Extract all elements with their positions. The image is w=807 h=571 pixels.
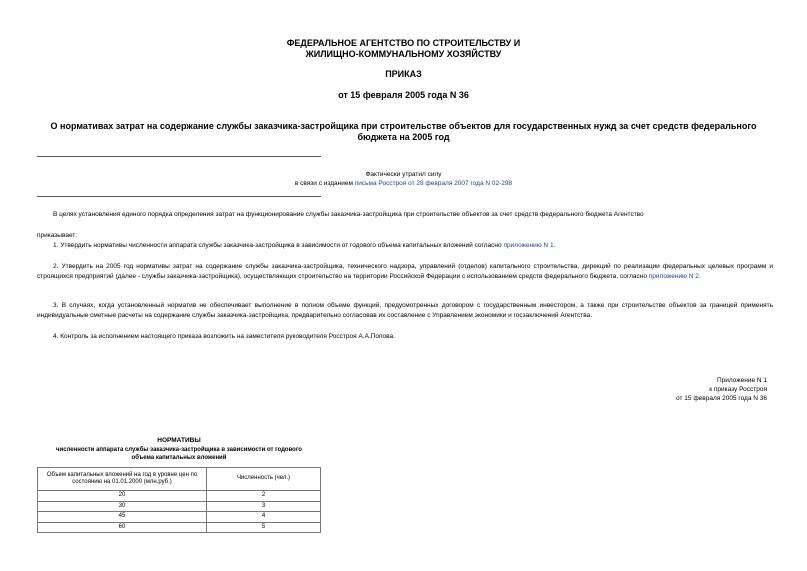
status-line-2 [0, 179, 807, 188]
appendix-caption-line-3: от 15 февраля 2005 года N 36 [676, 395, 767, 402]
table-row [38, 501, 321, 512]
status-line-1: Фактически утратил силу [365, 171, 442, 178]
cell-volume: 60 [38, 522, 207, 533]
agency-name [0, 38, 807, 60]
paragraph-2-end: . [698, 272, 701, 280]
appendix-2-link[interactable]: приложению N 2 [648, 272, 699, 280]
cell-count: 3 [207, 501, 321, 512]
norms-subtitle-line-2: объема капитальных вложений [131, 455, 227, 461]
cell-volume: 30 [38, 501, 207, 512]
norms-subtitle-line-1: численности аппарата службы заказчика-застройщика в зависимости от годового [56, 447, 302, 453]
status-note [0, 170, 807, 188]
norms-subtitle [37, 446, 321, 462]
cell-volume: 20 [38, 491, 207, 502]
col-count-header: Численность (чел.) [207, 468, 321, 491]
col-volume-header: Объем капитальных вложений на год в уровне цен по состоянию на 01.01.2000 (млн.руб.) [38, 468, 207, 491]
paragraph-2-text: 2. Утвердить на 2005 год нормативы затрат на содержание службы заказчика-застройщика, технического надзора, управлений (отделов) капитального строительства, дирекций по реализации федеральных целевых программ и строящихся предприятий (далее - службы заказчика-застройщика), осуществляющих строительство на территории Российской Федерации с использованием средств федерального бюджета, согласно [37, 263, 773, 280]
appendix-caption [500, 376, 767, 403]
cell-volume: 45 [38, 512, 207, 523]
paragraph-1-text: 1. Утвердить нормативы численности аппарата службы заказчика-застройщика в зависимости от годового объема капитальных вложений согласно [53, 242, 504, 249]
appendix-caption-line-2: к приказу Росстроя [709, 386, 767, 393]
cell-count: 2 [207, 491, 321, 502]
intro-paragraph: В целях установления единого порядка определения затрат на функционирование службы заказчика-застройщика при строительстве объектов за счет средств федерального бюджета Агентство [53, 211, 644, 218]
appendix-caption-line-1: Приложение N 1 [716, 377, 767, 384]
doc-date: от 15 февраля 2005 года N 36 [338, 90, 469, 100]
cell-count: 4 [207, 512, 321, 523]
agency-line-2: ЖИЛИЩНО-КОММУНАЛЬНОМУ ХОЗЯЙСТВУ [305, 49, 502, 59]
status-prefix: в связи с изданием [294, 180, 355, 187]
norms-title: НОРМАТИВЫ [157, 437, 201, 444]
paragraph-2 [37, 262, 773, 281]
table-row [38, 512, 321, 523]
table-row [38, 522, 321, 533]
paragraph-3: 3. В случаях, когда установленный норматив не обеспечивает выполнение в полном объеме функций, предусмотренных договором с государственным инвестором, а также при строительстве объектов за границей применять индивидуальные сметные расчеты на содержание службы заказчика-застройщика, предварительно согласовав их составление с Управлением экономики и госзаключений Агентства. [37, 302, 773, 319]
paragraph-1-end: . [553, 242, 556, 249]
doc-title [36, 121, 771, 143]
appendix-1-link[interactable]: приложению N 1 [503, 242, 554, 249]
paragraph-4: 4. Контроль за исполнением настоящего приказа возложить на заместителя руководителя Росстроя А.А.Попова. [53, 333, 395, 340]
paragraph-1 [53, 241, 773, 251]
table-row [38, 491, 321, 502]
norms-header-row [38, 468, 321, 491]
doc-title-line-2: бюджета на 2005 год [357, 132, 450, 142]
agency-line-1: ФЕДЕРАЛЬНОЕ АГЕНТСТВО ПО СТРОИТЕЛЬСТВУ И [286, 38, 521, 48]
cell-count: 5 [207, 522, 321, 533]
orders-word: приказывает: [37, 232, 78, 239]
divider-bottom [37, 196, 321, 197]
doc-title-line-1: О нормативах затрат на содержание службы заказчика-застройщика при строительстве объектов для государственных нужд за счет средств федерального [50, 121, 757, 131]
divider-top [37, 156, 321, 157]
status-link[interactable]: письма Росстроя от 28 февраля 2007 года N 02-298 [354, 180, 513, 187]
doc-type: ПРИКАЗ [385, 69, 422, 79]
norms-table [37, 467, 321, 533]
